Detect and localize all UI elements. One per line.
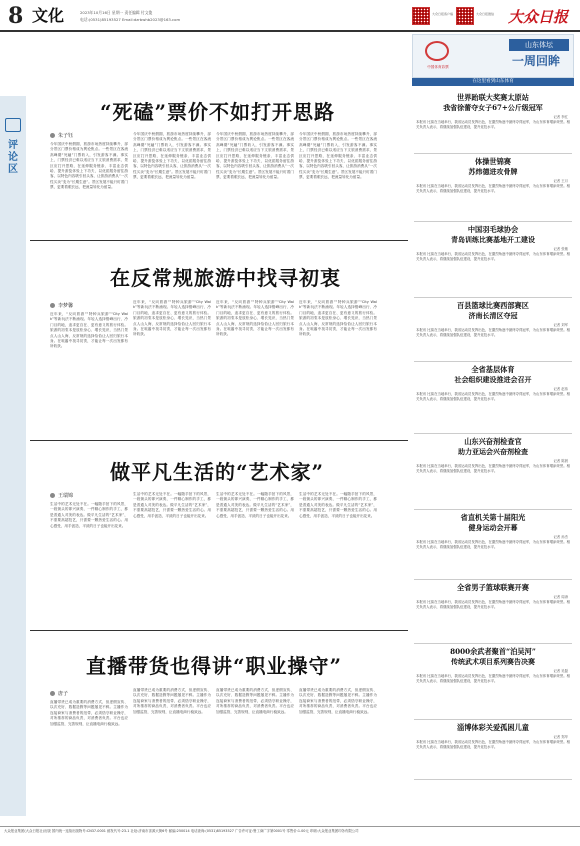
article-body-2d: 近年来，“反向旅游”“特种兵旅游”“City Walk”等新玩法不断涌现。年轻人选择错峰出行、冷门目的地，追求更自在、更有意义的旅行体验。旅游的初衷本是放松身心、增长见识，当热门景点人山人海，反常规的选择恰恰让人回归旅行本身。在喧嚣中找寻初衷，才能让每一次出发都有所收获。 bbox=[299, 300, 377, 337]
news-subtitle: 社会组织建设推进会召开 bbox=[454, 375, 532, 384]
news-reporter: 记者 陈晨 bbox=[553, 459, 568, 463]
news-title: 省直机关第十届阳光 bbox=[460, 513, 526, 522]
news-body: 本报讯 比赛在当地举行，我省运动员发挥出色，在激烈角逐中最终夺得冠军，为山东体育增添荣誉。相关负责人表示，将继续加强队伍建设，提升竞技水平。 bbox=[416, 328, 570, 337]
article-body-1a: 今年国庆中秋假期，旅游市场热度持续攀升，部分景区门票价格成为舆论焦点。一些景区在客流高峰期“死磕”门票收入，引发游客不满。事实上，门票经济已难以适应当下文旅消费需求，景区应打开思路，在延伸服务链条、丰富业态供给、提升游览体验上下功夫，以优质服务留住游客，以特色内容吸引回头客，让旅游消费从“一次性买卖”变为“长期生意”。景区发展不能只盯着门票，更要着眼长远，把流量转化为留量。 bbox=[50, 142, 128, 190]
news-reporter: 记者 李红 bbox=[553, 115, 568, 119]
article-byline-2: 李梦馨 bbox=[50, 302, 73, 309]
sidebar-strip: 在这里看到山东体育 bbox=[412, 78, 574, 86]
news-subtitle: 济南长清区夺冠 bbox=[468, 311, 518, 320]
news-subtitle: 助力亚运会兴奋剂检查 bbox=[458, 447, 528, 456]
news-body: 本报讯 比赛在当地举行，我省运动员发挥出色，在激烈角逐中最终夺得冠军，为山东体育增添荣誉。相关负责人表示，将继续加强队伍建设，提升竞技水平。 bbox=[416, 600, 570, 609]
article-body-3c: 生活中的艺术无处不在。一幅随手拍下的风景，一段街头的即兴演奏，一件精心制作的手工，都是普通人对美的表达。做平凡生活的“艺术家”，不需要高超技艺，只需要一颗热爱生活的心。用心感受，用手创造，平淡的日子也能开出花来。 bbox=[216, 492, 294, 518]
article-body-4a: 直播带货已成为重要的消费方式，但虚假宣传、以次充好、数据造假等问题屡见不鲜。主播作为连接商家与消费者的纽带，必须恪守职业操守，对所推荐的商品负责，对消费者负责。平台也应加强监管，完善规则，让直播电商行稳致远。 bbox=[50, 700, 128, 726]
article-body-3a: 生活中的艺术无处不在。一幅随手拍下的风景，一段街头的即兴演奏，一件精心制作的手工，都是普通人对美的表达。做平凡生活的“艺术家”，不需要高超技艺，只需要一颗热爱生活的心。用心感受，用手创造，平淡的日子也能开出花来。 bbox=[50, 502, 128, 528]
news-body: 本报讯 比赛在当地举行，我省运动员发挥出色，在激烈角逐中最终夺得冠军，为山东体育增添荣誉。相关负责人表示，将继续加强队伍建设，提升竞技水平。 bbox=[416, 464, 570, 473]
news-reporter: 记者 周涛 bbox=[553, 595, 568, 599]
sidebar-news-item bbox=[414, 644, 572, 720]
news-reporter: 记者 张敏 bbox=[553, 247, 568, 251]
article-title-4: 直播带货也得讲“职业操守” bbox=[86, 654, 343, 678]
article-body-1b: 今年国庆中秋假期，旅游市场热度持续攀升，部分景区门票价格成为舆论焦点。一些景区在客流高峰期“死磕”门票收入，引发游客不满。事实上，门票经济已难以适应当下文旅消费需求，景区应打开思路，在延伸服务链条、丰富业态供给、提升游览体验上下功夫，以优质服务留住游客，以特色内容吸引回头客，让旅游消费从“一次性买卖”变为“长期生意”。景区发展不能只盯着门票，更要着眼长远，把流量转化为留量。 bbox=[133, 132, 211, 180]
news-reporter: 记者 孙杰 bbox=[553, 535, 568, 539]
article-body-2a: 近年来，“反向旅游”“特种兵旅游”“City Walk”等新玩法不断涌现。年轻人选择错峰出行、冷门目的地，追求更自在、更有意义的旅行体验。旅游的初衷本是放松身心、增长见识，当热门景点人山人海，反常规的选择恰恰让人回归旅行本身。在喧嚣中找寻初衷，才能让每一次出发都有所收获。 bbox=[50, 312, 128, 349]
sidebar-news-item bbox=[414, 720, 572, 780]
sidebar-news-item bbox=[414, 510, 572, 580]
banner-line2: 一周回眸 bbox=[511, 54, 560, 68]
date-line: 2023年10月16日 星期一 责任编辑 付文俊 bbox=[80, 10, 153, 15]
sidebar-header bbox=[412, 34, 574, 78]
news-title: 山东兴奋剂检查官 bbox=[464, 437, 522, 446]
news-body: 本报讯 比赛在当地举行，我省运动员发挥出色，在激烈角逐中最终夺得冠军，为山东体育增添荣誉。相关负责人表示，将继续加强队伍建设，提升竞技水平。 bbox=[416, 740, 570, 749]
column-label: 评论区 bbox=[8, 140, 18, 175]
news-subtitle: 我省徐蕾夺女子67+公斤级冠军 bbox=[443, 103, 543, 112]
article-title-1: “死磕”票价不如打开思路 bbox=[100, 100, 336, 124]
news-reporter: 记者 刘军 bbox=[553, 323, 568, 327]
news-title: 淄博体彩关爱孤困儿童 bbox=[457, 723, 529, 732]
article-body-3b: 生活中的艺术无处不在。一幅随手拍下的风景，一段街头的即兴演奏，一件精心制作的手工，都是普通人对美的表达。做平凡生活的“艺术家”，不需要高超技艺，只需要一颗热爱生活的心。用心感受，用手创造，平淡的日子也能开出花来。 bbox=[133, 492, 211, 518]
sidebar-news-item bbox=[414, 154, 572, 222]
article-body-1c: 今年国庆中秋假期，旅游市场热度持续攀升，部分景区门票价格成为舆论焦点。一些景区在客流高峰期“死磕”门票收入，引发游客不满。事实上，门票经济已难以适应当下文旅消费需求，景区应打开思路，在延伸服务链条、丰富业态供给、提升游览体验上下功夫，以优质服务留住游客，以特色内容吸引回头客，让旅游消费从“一次性买卖”变为“长期生意”。景区发展不能只盯着门票，更要着眼长远，把流量转化为留量。 bbox=[216, 132, 294, 180]
article-title-3: 做平凡生活的“艺术家” bbox=[110, 460, 325, 484]
comment-column bbox=[0, 96, 26, 816]
qr-code-wechat[interactable] bbox=[456, 7, 474, 25]
news-reporter: 记者 赵伟 bbox=[553, 387, 568, 391]
news-subtitle: 苏炜德进攻骨牌 bbox=[468, 167, 518, 176]
qr-code-client[interactable] bbox=[412, 7, 430, 25]
news-body: 本报讯 比赛在当地举行，我省运动员发挥出色，在激烈角逐中最终夺得冠军，为山东体育增添荣誉。相关负责人表示，将继续加强队伍建设，提升竞技水平。 bbox=[416, 184, 570, 193]
news-title: 世界跆联大奖赛太原站 bbox=[457, 93, 529, 102]
sidebar-news-item bbox=[414, 434, 572, 510]
news-title: 中国羽毛球协会 bbox=[467, 225, 519, 234]
qr2-caption: 大众日报微信 bbox=[476, 12, 495, 16]
sports-lottery-emblem bbox=[425, 41, 449, 61]
article-body-2b: 近年来，“反向旅游”“特种兵旅游”“City Walk”等新玩法不断涌现。年轻人选择错峰出行、冷门目的地，追求更自在、更有意义的旅行体验。旅游的初衷本是放松身心、增长见识，当热门景点人山人海，反常规的选择恰恰让人回归旅行本身。在喧嚣中找寻初衷，才能让每一次出发都有所收获。 bbox=[133, 300, 211, 337]
news-title: 体操世锦赛 bbox=[475, 157, 511, 166]
footer: 大众报业集团(大众日报社)出版 国内统一连续出版物号:CN37-0001 邮发代号:23-1 社址:济南市泺源大街6号 邮编:250014 电话查询:(0531)85193527 广告许可证:鲁工商广字第0001号 零售价:1.00元 印刷:大众报业集团印务有限公司 bbox=[0, 826, 580, 840]
news-title: 百县篮球比赛西部赛区 bbox=[457, 301, 529, 310]
news-title: 8000余武者聚首“泊吴河” bbox=[450, 647, 536, 656]
comment-icon bbox=[5, 118, 21, 132]
article-body-4b: 直播带货已成为重要的消费方式，但虚假宣传、以次充好、数据造假等问题屡见不鲜。主播作为连接商家与消费者的纽带，必须恪守职业操守，对所推荐的商品负责，对消费者负责。平台也应加强监管，完善规则，让直播电商行稳致远。 bbox=[133, 688, 211, 714]
news-body: 本报讯 比赛在当地举行，我省运动员发挥出色，在激烈角逐中最终夺得冠军，为山东体育增添荣誉。相关负责人表示，将继续加强队伍建设，提升竞技水平。 bbox=[416, 392, 570, 401]
news-body: 本报讯 比赛在当地举行，我省运动员发挥出色，在激烈角逐中最终夺得冠军，为山东体育增添荣誉。相关负责人表示，将继续加强队伍建设，提升竞技水平。 bbox=[416, 120, 570, 129]
page-number: 8 bbox=[8, 3, 24, 29]
sidebar-news-item bbox=[414, 90, 572, 154]
news-body: 本报讯 比赛在当地举行，我省运动员发挥出色，在激烈角逐中最终夺得冠军，为山东体育增添荣誉。相关负责人表示，将继续加强队伍建设，提升竞技水平。 bbox=[416, 674, 570, 683]
sidebar-news-item bbox=[414, 580, 572, 644]
sidebar-news-item bbox=[414, 298, 572, 362]
sidebar-news-item bbox=[414, 222, 572, 298]
news-subtitle: 传统武术项目系列赛告决赛 bbox=[451, 657, 535, 666]
article-body-1d: 今年国庆中秋假期，旅游市场热度持续攀升，部分景区门票价格成为舆论焦点。一些景区在客流高峰期“死磕”门票收入，引发游客不满。事实上，门票经济已难以适应当下文旅消费需求，景区应打开思路，在延伸服务链条、丰富业态供给、提升游览体验上下功夫，以优质服务留住游客，以特色内容吸引回头客，让旅游消费从“一次性买卖”变为“长期生意”。景区发展不能只盯着门票，更要着眼长远，把流量转化为留量。 bbox=[299, 132, 377, 180]
newspaper-logo: 大众日报 bbox=[507, 8, 568, 26]
article-body-4d: 直播带货已成为重要的消费方式，但虚假宣传、以次充好、数据造假等问题屡见不鲜。主播作为连接商家与消费者的纽带，必须恪守职业操守，对所推荐的商品负责，对消费者负责。平台也应加强监管，完善规则，让直播电商行稳致远。 bbox=[299, 688, 377, 714]
news-subtitle: 健身运动会开幕 bbox=[468, 523, 518, 532]
sidebar-news-list bbox=[414, 90, 572, 820]
news-title: 全省基层体育 bbox=[471, 365, 515, 374]
news-body: 本报讯 比赛在当地举行，我省运动员发挥出色，在激烈角逐中最终夺得冠军，为山东体育增添荣誉。相关负责人表示，将继续加强队伍建设，提升竞技水平。 bbox=[416, 540, 570, 549]
contact-line: 电话:(0531)85193527 Email:dzrbwhb2023@163.com bbox=[80, 17, 181, 22]
article-title-2: 在反常规旅游中找寻初衷 bbox=[110, 266, 341, 290]
banner-line1: 山东体坛 bbox=[509, 39, 569, 51]
news-title: 全省男子篮球联赛开赛 bbox=[457, 583, 529, 592]
article-byline-3: 王瑞锦 bbox=[50, 492, 73, 499]
article-body-3d: 生活中的艺术无处不在。一幅随手拍下的风景，一段街头的即兴演奏，一件精心制作的手工，都是普通人对美的表达。做平凡生活的“艺术家”，不需要高超技艺，只需要一颗热爱生活的心。用心感受，用手创造，平淡的日子也能开出花来。 bbox=[299, 492, 377, 518]
qr1-caption: 大众日报客户端 bbox=[432, 12, 454, 16]
emblem-caption: 中国体育彩票 bbox=[427, 65, 449, 69]
news-reporter: 记者 郑华 bbox=[553, 735, 568, 739]
article-byline-1: 朱子钰 bbox=[50, 132, 73, 139]
news-reporter: 记者 吴磊 bbox=[553, 669, 568, 673]
sidebar-news-item bbox=[414, 362, 572, 434]
news-reporter: 记者 王月 bbox=[553, 179, 568, 183]
article-body-2c: 近年来，“反向旅游”“特种兵旅游”“City Walk”等新玩法不断涌现。年轻人选择错峰出行、冷门目的地，追求更自在、更有意义的旅行体验。旅游的初衷本是放松身心、增长见识，当热门景点人山人海，反常规的选择恰恰让人回归旅行本身。在喧嚣中找寻初衷，才能让每一次出发都有所收获。 bbox=[216, 300, 294, 337]
section-title: 文化 bbox=[32, 6, 65, 25]
news-subtitle: 青岛训练比赛基地开工建设 bbox=[451, 235, 535, 244]
article-byline-4: 唐子 bbox=[50, 690, 68, 697]
news-body: 本报讯 比赛在当地举行，我省运动员发挥出色，在激烈角逐中最终夺得冠军，为山东体育增添荣誉。相关负责人表示，将继续加强队伍建设，提升竞技水平。 bbox=[416, 252, 570, 261]
article-body-4c: 直播带货已成为重要的消费方式，但虚假宣传、以次充好、数据造假等问题屡见不鲜。主播作为连接商家与消费者的纽带，必须恪守职业操守，对所推荐的商品负责，对消费者负责。平台也应加强监管，完善规则，让直播电商行稳致远。 bbox=[216, 688, 294, 714]
